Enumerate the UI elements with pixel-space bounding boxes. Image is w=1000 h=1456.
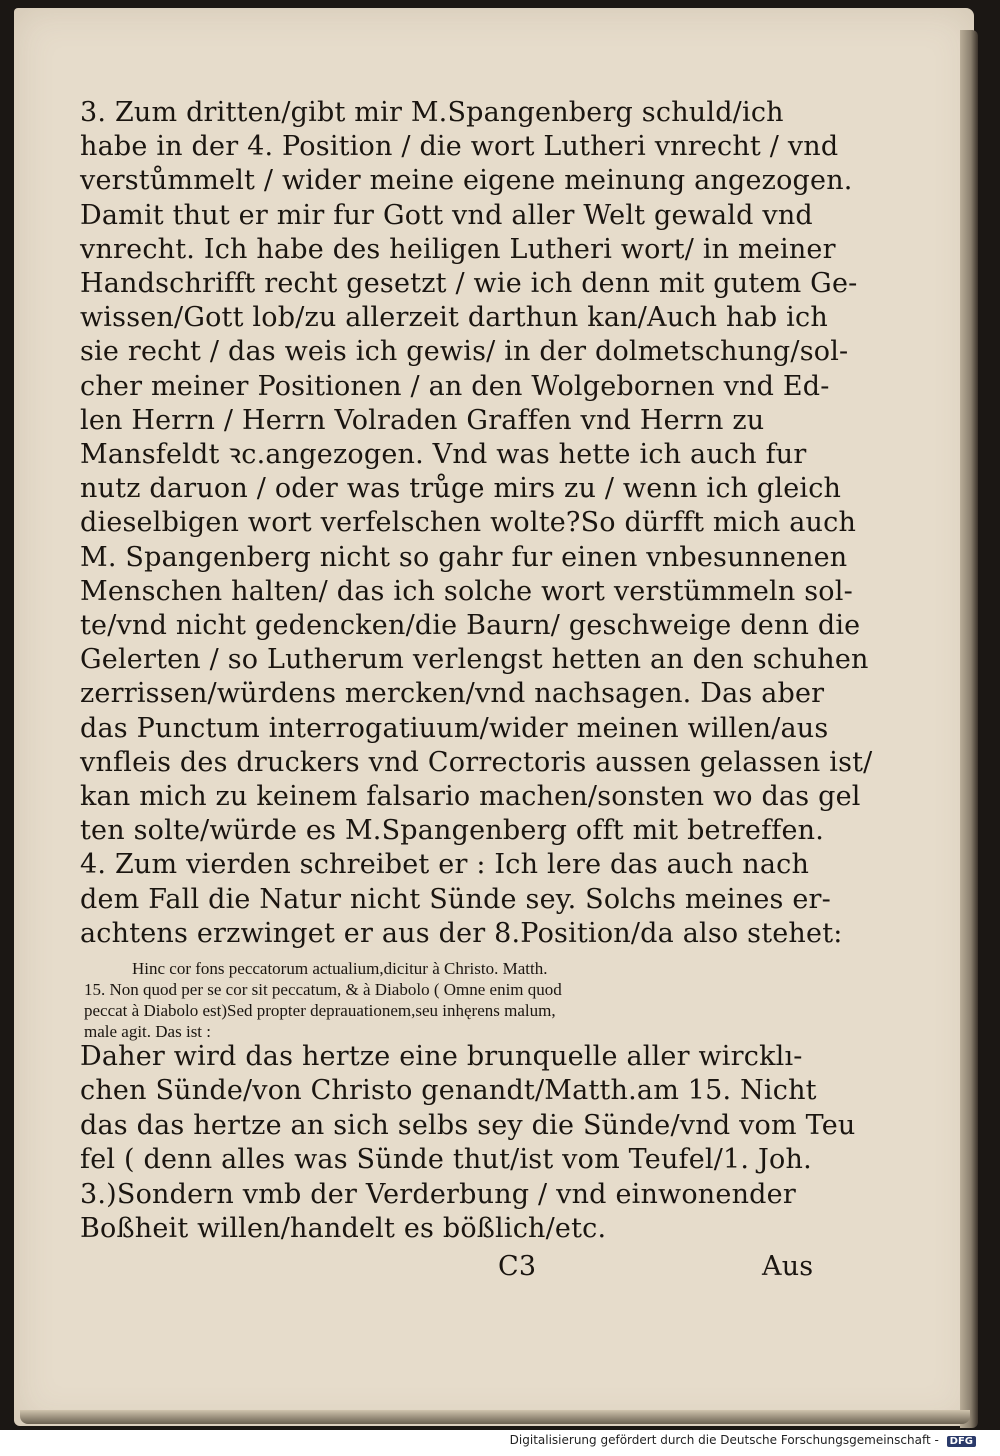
text-line: fel ( denn alles was Sünde thut/ist vom Teufel/1. Joh.: [80, 1144, 812, 1176]
text-line: habe in der 4. Position / die wort Lutheri vnrecht / vnd: [80, 131, 839, 163]
text-line: das das hertze an sich selbs sey die Sünde/vnd vom Teu: [80, 1109, 856, 1141]
text-line: len Herrn / Herrn Volraden Graffen vnd Herrn zu: [80, 404, 765, 436]
text-line: Daher wird das hertze eine brunquelle aller wircklı-: [80, 1041, 803, 1072]
latin-quote-line: Hinc cor fons peccatorum actualium,dicitur à Christo. Matth.: [132, 959, 548, 978]
text-line: Boßheit willen/handelt es bößlich/etc.: [80, 1213, 607, 1244]
text-line: sie recht / das weis ich gewis/ in der dolmetschung/sol-: [80, 336, 849, 368]
text-line: Damit thut er mir fur Gott vnd aller Welt gewald vnd: [80, 199, 813, 231]
credit-text: Digitalisierung gefördert durch die Deutsche Forschungsgemeinschaft -: [509, 1433, 939, 1447]
text-line: 3.)Sondern vmb der Verderbung / vnd einwonender: [80, 1178, 796, 1210]
text-line: ten solte/würde es M.Spangenberg offt mit betreffen.: [80, 815, 825, 847]
text-line: Menschen halten/ das ich solche wort verstümmeln sol-: [80, 575, 853, 607]
text-line: M. Spangenberg nicht so gahr fur einen vnbesunnenen: [80, 541, 848, 573]
text-line: dem Fall die Natur nicht Sünde sey. Solchs meines er-: [80, 883, 831, 915]
text-line: Gelerten / so Lutherum verlengst hetten an den schuhen: [80, 644, 869, 676]
text-line: 4. Zum vierden schreibet er : Ich lere das auch nach: [80, 849, 810, 881]
text-line: zerrissen/würdens mercken/vnd nachsagen. Das aber: [80, 678, 825, 710]
digitization-credit: [510, 1433, 976, 1447]
catchword: Aus: [762, 1251, 814, 1282]
text-line: wissen/Gott lob/zu allerzeit darthun kan/Auch hab ich: [80, 302, 828, 334]
dfg-logo[interactable]: DFG: [947, 1436, 976, 1447]
text-line: vnrecht. Ich habe des heiligen Lutheri wort/ in meiner: [80, 233, 836, 265]
text-line: Handschrifft recht gesetzt / wie ich denn mit gutem Ge-: [80, 268, 858, 299]
page-bottom-edge: [20, 1410, 970, 1424]
text-line: vnfleis des druckers vnd Correctoris aussen gelassen ist/: [80, 746, 873, 778]
text-line: te/vnd nicht gedencken/die Baurn/ geschweige denn die: [80, 610, 861, 641]
text-line: nutz daruon / oder was trůge mirs zu / wenn ich gleich: [80, 473, 842, 505]
text-line: achtens erzwinget er aus der 8.Position/da also stehet:: [80, 917, 843, 949]
page-edge: [960, 30, 978, 1428]
text-line: dieselbigen wort verfelschen wolte?So dürfft mich auch: [80, 507, 857, 539]
text-line: chen Sünde/von Christo genandt/Matth.am 15. Nicht: [80, 1075, 817, 1107]
latin-quote-line: male agit. Das ist :: [84, 1022, 212, 1041]
text-line: 3. Zum dritten/gibt mir M.Spangenberg schuld/ich: [80, 97, 784, 128]
latin-quote-line: peccat à Diabolo est)Sed propter deprauationem,seu inhęrens malum,: [84, 1001, 556, 1020]
text-line: das Punctum interrogatiuum/wider meinen willen/aus: [80, 712, 829, 744]
text-line: kan mich zu keinem falsario machen/sonsten wo das gel: [80, 781, 861, 812]
text-line: verstůmmelt / wider meine eigene meinung angezogen.: [80, 165, 853, 197]
text-line: cher meiner Positionen / an den Wolgebornen vnd Ed-: [80, 370, 830, 402]
latin-quote-line: 15. Non quod per se cor sit peccatum, & à Diabolo ( Omne enim quod: [84, 980, 562, 999]
signature-mark: C3: [498, 1251, 537, 1282]
text-line: Mansfeldt ꝛc.angezogen. Vnd was hette ich auch fur: [80, 439, 807, 470]
